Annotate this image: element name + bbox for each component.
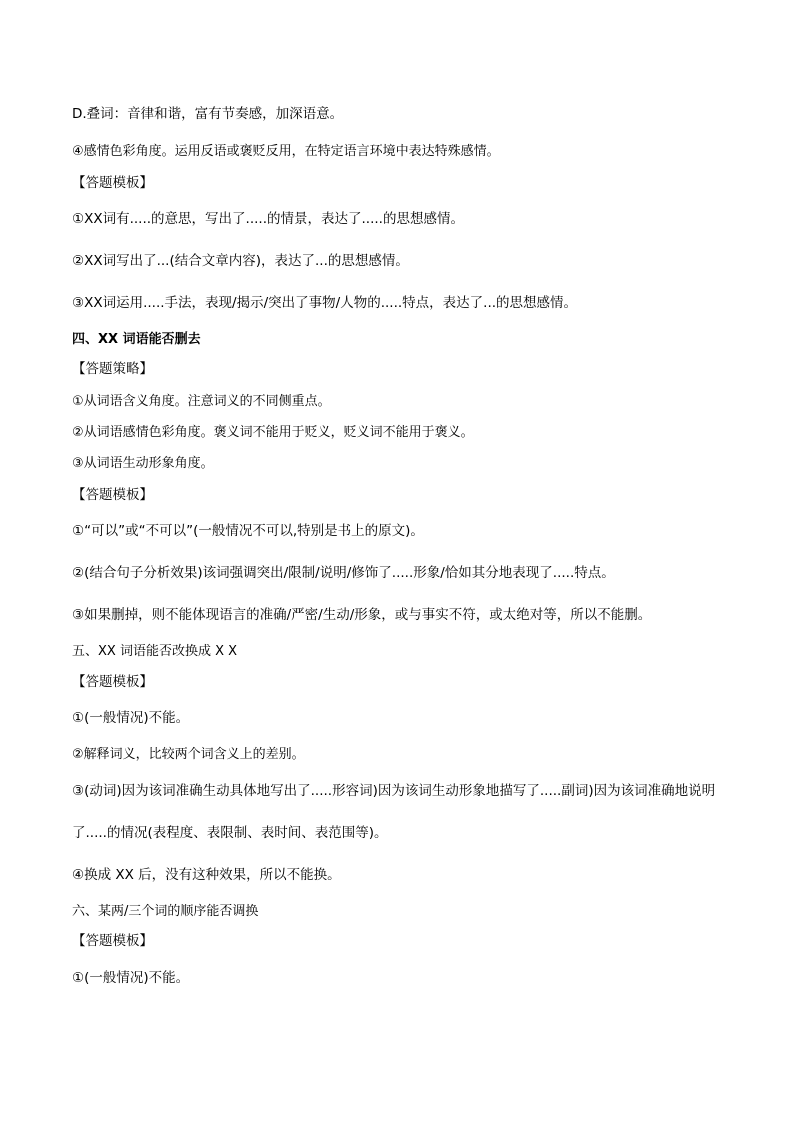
text-line: ②XX词写出了...(结合文章内容)，表达了...的思想感情。 <box>72 253 409 269</box>
section-label: 【答题策略】 <box>72 361 153 377</box>
text-line: ④换成 XX 后，没有这种效果，所以不能换。 <box>72 867 341 883</box>
text-line: ①“可以”或“不可以”(一般情况不可以,特别是书上的原文)。 <box>72 523 424 539</box>
text-line: ②解释词义，比较两个词含义上的差别。 <box>72 747 305 762</box>
section-label: 【答题模板】 <box>72 487 153 503</box>
text-line: ③从词语生动形象角度。 <box>72 456 214 471</box>
section-label: 【答题模板】 <box>72 175 153 191</box>
section-heading: 五、XX 词语能否改换成 X X <box>72 644 238 659</box>
text-line: ③如果删掉，则不能体现语言的准确/严密/生动/形象，或与事实不符，或太绝对等，所以不能删。 <box>72 607 652 623</box>
text-line: 了.....的情况(表程度、表限制、表时间、表范围等)。 <box>72 825 388 841</box>
text-line: ①(一般情况)不能。 <box>72 970 190 986</box>
text-line: D.叠词：音律和谐，富有节奏感，加深语意。 <box>72 106 344 122</box>
text-line: ①XX词有.....的意思，写出了.....的情景，表达了.....的思想感情。 <box>72 211 464 227</box>
text-line: ②从词语感情色彩角度。褒义词不能用于贬义，贬义词不能用于褒义。 <box>72 425 474 440</box>
text-line: ②(结合句子分析效果)该词强调突出/限制/说明/修饰了.....形象/恰如其分地表现了.....特点。 <box>72 565 615 581</box>
section-label: 【答题模板】 <box>72 674 153 690</box>
section-label: 【答题模板】 <box>72 933 153 949</box>
section-heading: 六、某两/三个词的顺序能否调换 <box>72 904 259 919</box>
section-heading: 四、XX 词语能否删去 <box>72 332 201 347</box>
text-line: ①从词语含义角度。注意词义的不同侧重点。 <box>72 394 331 409</box>
text-line: ③XX词运用.....手法，表现/揭示/突出了事物/人物的.....特点，表达了...的思想感情。 <box>72 295 578 311</box>
text-line: ③(动词)因为该词准确生动具体地写出了.....形容词)因为该词生动形象地描写了.....副词)因为该词准确地说明 <box>72 783 716 799</box>
text-line: ①(一般情况)不能。 <box>72 710 190 726</box>
text-line: ④感情色彩角度。运用反语或褒贬反用，在特定语言环境中表达特殊感情。 <box>72 144 500 159</box>
